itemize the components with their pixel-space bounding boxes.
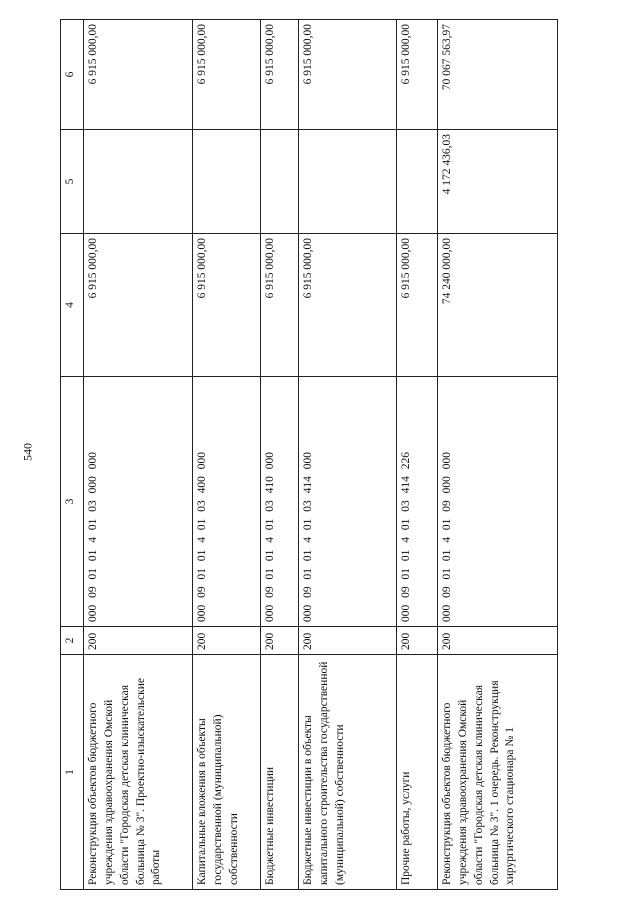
row-col6: 6 915 000,00 [193, 20, 261, 130]
row-code: 000 09 01 01 4 01 03 414 000 [299, 377, 397, 627]
row-col2: 200 [193, 627, 261, 655]
row-col2: 200 [438, 627, 558, 655]
row-col6: 6 915 000,00 [299, 20, 397, 130]
rotated-table-container [60, 20, 625, 890]
row-col6: 6 915 000,00 [261, 20, 299, 130]
row-col4: 6 915 000,00 [261, 234, 299, 377]
row-name: Реконструкция объектов бюджетного учреждения здравоохранения Омской области "Городская детская клиническая больница № 3". Проектно-изыскательские работы [84, 655, 193, 890]
row-col5 [84, 130, 193, 234]
row-col4: 6 915 000,00 [84, 234, 193, 377]
row-name: Реконструкция объектов бюджетного учреждения здравоохранения Омской области "Городская детская клиническая больница № 3". 1 очередь. Реконструкция хирургического стационара № 1 [438, 655, 558, 890]
table-row [438, 20, 558, 890]
column-header: 4 [61, 234, 84, 377]
row-name: Бюджетные инвестиции [261, 655, 299, 890]
row-col2: 200 [261, 627, 299, 655]
row-col4: 6 915 000,00 [299, 234, 397, 377]
row-col6: 70 067 563,97 [438, 20, 558, 130]
row-col4: 6 915 000,00 [193, 234, 261, 377]
column-header: 5 [61, 130, 84, 234]
row-col5 [397, 130, 438, 234]
row-code: 000 09 01 01 4 01 03 000 000 [84, 377, 193, 627]
row-name: Прочие работы, услуги [397, 655, 438, 890]
column-header: 1 [61, 655, 84, 890]
row-col2: 200 [299, 627, 397, 655]
row-code: 000 09 01 01 4 01 09 000 000 [438, 377, 558, 627]
row-name: Бюджетные инвестиции в объекты капитального строительства государственной (муниципальной) собственности [299, 655, 397, 890]
row-col6: 6 915 000,00 [397, 20, 438, 130]
row-col5: 4 172 436,03 [438, 130, 558, 234]
page-number: 540 [20, 443, 35, 461]
column-header: 2 [61, 627, 84, 655]
row-col4: 6 915 000,00 [397, 234, 438, 377]
row-code: 000 09 01 01 4 01 03 400 000 [193, 377, 261, 627]
table-row [193, 20, 261, 890]
row-col6: 6 915 000,00 [84, 20, 193, 130]
table-row [84, 20, 193, 890]
row-code: 000 09 01 01 4 01 03 410 000 [261, 377, 299, 627]
row-name: Капитальные вложения в объекты государственной (муниципальной) собственности [193, 655, 261, 890]
header-row [61, 20, 84, 890]
column-header: 3 [61, 377, 84, 627]
table-row [397, 20, 438, 890]
table-row [299, 20, 397, 890]
row-col4: 74 240 000,00 [438, 234, 558, 377]
table-row [261, 20, 299, 890]
column-header: 6 [61, 20, 84, 130]
row-col5 [193, 130, 261, 234]
row-col5 [299, 130, 397, 234]
row-col5 [261, 130, 299, 234]
row-col2: 200 [84, 627, 193, 655]
row-code: 000 09 01 01 4 01 03 414 226 [397, 377, 438, 627]
budget-table [60, 19, 558, 890]
row-col2: 200 [397, 627, 438, 655]
